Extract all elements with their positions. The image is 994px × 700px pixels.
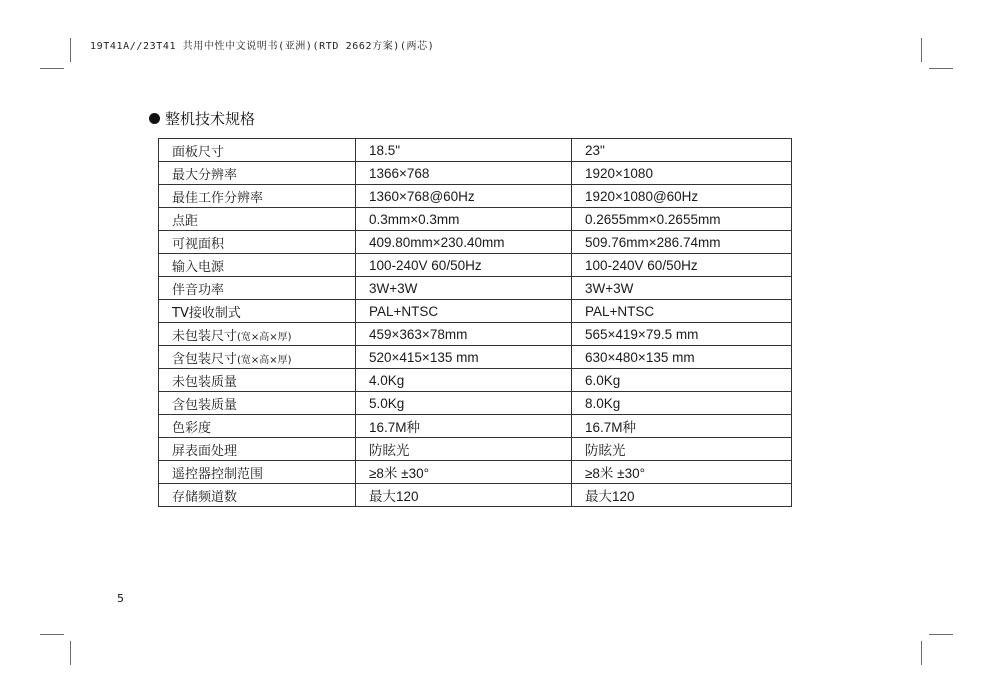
spec-value-18-5: 4.0Kg [356, 369, 572, 392]
spec-label-cell [159, 461, 356, 484]
spec-label: 含包装质量 [172, 397, 238, 413]
bullet-icon [149, 113, 160, 124]
spec-value-23: 最大120 [572, 484, 792, 507]
table-row [159, 415, 792, 438]
spec-value-18-5: 0.3mm×0.3mm [356, 208, 572, 231]
table-row [159, 300, 792, 323]
spec-label-cell [159, 139, 356, 162]
spec-value-18-5: PAL+NTSC [356, 300, 572, 323]
section-title [149, 108, 255, 129]
crop-mark-bottom-right-horizontal [929, 634, 953, 635]
spec-value-23: 509.76mm×286.74mm [572, 231, 792, 254]
spec-value-18-5: 防眩光 [356, 438, 572, 461]
crop-mark-bottom-left-horizontal [40, 634, 64, 635]
spec-value-23: 565×419×79.5 mm [572, 323, 792, 346]
spec-label-cell [159, 369, 356, 392]
document-header: 19T41A//23T41 共用中性中文说明书(亚洲)(RTD 2662方案)(两芯) [90, 41, 435, 52]
spec-value-23: 6.0Kg [572, 369, 792, 392]
spec-label-cell [159, 277, 356, 300]
spec-label-cell [159, 208, 356, 231]
spec-label-cell [159, 185, 356, 208]
spec-value-23: 3W+3W [572, 277, 792, 300]
table-row [159, 277, 792, 300]
spec-value-23: 16.7M种 [572, 415, 792, 438]
crop-mark-bottom-right-vertical [921, 641, 922, 665]
spec-value-18-5: 最大120 [356, 484, 572, 507]
spec-value-23: 8.0Kg [572, 392, 792, 415]
spec-label-cell [159, 484, 356, 507]
section-title-text: 整机技术规格 [165, 110, 256, 128]
spec-label-cell [159, 415, 356, 438]
table-row [159, 139, 792, 162]
table-row [159, 484, 792, 507]
spec-value-23: PAL+NTSC [572, 300, 792, 323]
table-row [159, 346, 792, 369]
spec-label: 点距 [172, 213, 199, 229]
spec-value-18-5: 3W+3W [356, 277, 572, 300]
spec-label: 可视面积 [172, 236, 225, 252]
spec-value-23: 23" [572, 139, 792, 162]
spec-label-cell [159, 392, 356, 415]
spec-label-note: (宽×高×厚) [237, 354, 292, 366]
spec-label: 最大分辨率 [172, 167, 238, 183]
crop-mark-top-right-vertical [921, 38, 922, 62]
spec-value-18-5: 520×415×135 mm [356, 346, 572, 369]
spec-label: 屏表面处理 [172, 443, 238, 459]
table-row [159, 392, 792, 415]
crop-mark-bottom-left-vertical [70, 641, 71, 665]
spec-label: 最佳工作分辨率 [172, 190, 264, 206]
spec-label: 伴音功率 [172, 282, 225, 298]
table-row [159, 369, 792, 392]
spec-value-23: 630×480×135 mm [572, 346, 792, 369]
spec-table [158, 138, 792, 507]
spec-label-note: (宽×高×厚) [237, 331, 292, 343]
spec-label: 未包装尺寸 [172, 328, 238, 344]
spec-value-18-5: 100-240V 60/50Hz [356, 254, 572, 277]
spec-label: 含包装尺寸 [172, 351, 238, 367]
spec-value-18-5: ≥8米 ±30° [356, 461, 572, 484]
table-row [159, 461, 792, 484]
crop-mark-top-right-horizontal [929, 68, 953, 69]
spec-value-23: ≥8米 ±30° [572, 461, 792, 484]
spec-label: 遥控器控制范围 [172, 466, 264, 482]
spec-label: 色彩度 [172, 420, 212, 436]
page-number: 5 [117, 592, 124, 605]
spec-label-cell [159, 300, 356, 323]
spec-value-18-5: 5.0Kg [356, 392, 572, 415]
table-row [159, 185, 792, 208]
spec-label: TV接收制式 [172, 305, 241, 321]
spec-label: 输入电源 [172, 259, 225, 275]
spec-value-23: 1920×1080@60Hz [572, 185, 792, 208]
crop-mark-top-left-vertical [70, 38, 71, 62]
table-row [159, 438, 792, 461]
spec-label: 面板尺寸 [172, 144, 225, 160]
table-row [159, 162, 792, 185]
spec-value-18-5: 1366×768 [356, 162, 572, 185]
spec-value-18-5: 16.7M种 [356, 415, 572, 438]
spec-label-cell [159, 162, 356, 185]
spec-value-23: 防眩光 [572, 438, 792, 461]
spec-label-cell [159, 323, 356, 346]
spec-value-18-5: 1360×768@60Hz [356, 185, 572, 208]
spec-label: 存储频道数 [172, 489, 238, 505]
spec-value-18-5: 459×363×78mm [356, 323, 572, 346]
spec-label: 未包装质量 [172, 374, 238, 390]
table-row [159, 323, 792, 346]
spec-value-23: 100-240V 60/50Hz [572, 254, 792, 277]
table-row [159, 231, 792, 254]
spec-value-18-5: 18.5" [356, 139, 572, 162]
spec-label-cell [159, 438, 356, 461]
spec-label-cell [159, 346, 356, 369]
spec-value-23: 1920×1080 [572, 162, 792, 185]
spec-value-18-5: 409.80mm×230.40mm [356, 231, 572, 254]
spec-value-23: 0.2655mm×0.2655mm [572, 208, 792, 231]
spec-label-cell [159, 254, 356, 277]
spec-label-cell [159, 231, 356, 254]
crop-mark-top-left-horizontal [40, 68, 64, 69]
table-row [159, 208, 792, 231]
table-row [159, 254, 792, 277]
